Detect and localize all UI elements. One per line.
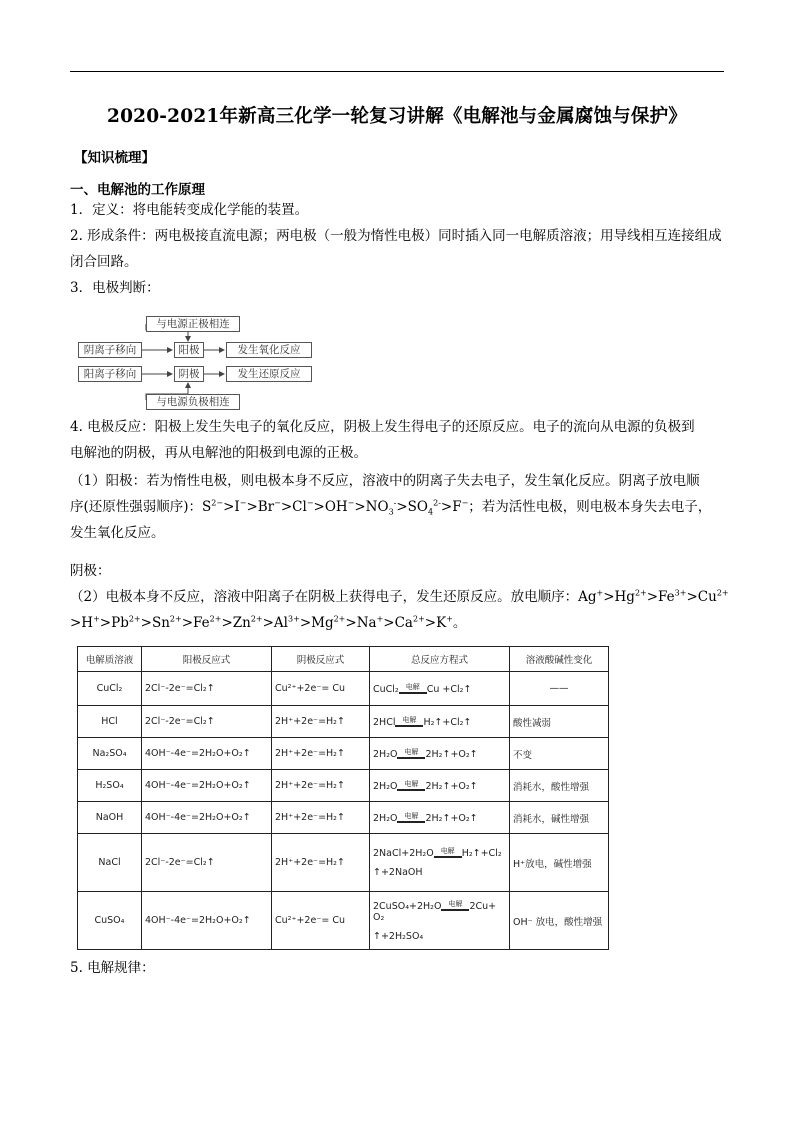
cell-electrolyte: NaOH: [78, 802, 142, 834]
cell-electrolyte: CuSO₄: [78, 892, 142, 950]
cell-anode-reaction: 2Cl⁻-2e⁻=Cl₂↑: [142, 672, 272, 706]
page-title: 2020-2021年新高三化学一轮复习讲解《电解池与金属腐蚀与保护》: [107, 106, 687, 127]
cell-total-reaction: [370, 672, 510, 706]
cell-total-reaction: [370, 892, 510, 950]
total-products: 2Cu+ O₂: [373, 900, 497, 923]
header-rule: [70, 71, 724, 72]
cell-acidity-change: ——: [510, 672, 609, 706]
cell-total-reaction: [370, 706, 510, 738]
cell-electrolyte: Na₂SO₄: [78, 738, 142, 770]
table-row: [78, 672, 609, 706]
total-reactants: 2H₂O: [373, 780, 398, 792]
section-tag: 【知识梳理】: [74, 150, 155, 166]
header-anode: 阳极反应式: [142, 647, 272, 672]
electrolysis-condition: 电解: [399, 683, 427, 691]
cell-acidity-change: 酸性减弱: [510, 706, 609, 738]
header-change: 溶液酸碱性变化: [510, 647, 609, 672]
table-row: [78, 706, 609, 738]
cell-acidity-change: H⁺放电，碱性增强: [510, 834, 609, 892]
total-products: 2H₂↑+O₂↑: [425, 748, 478, 760]
cell-anode-reaction: 2Cl⁻-2e⁻=Cl₂↑: [142, 834, 272, 892]
section-heading: 一、电解池的工作原理: [70, 182, 205, 198]
diagram-negative-pole-box: 与电源负极相连: [146, 394, 240, 410]
cathode-text: （2）电极本身不反应，溶液中阳离子在阴极上获得电子，发生还原反应。放电顺序：: [70, 589, 579, 605]
electrolysis-table: [77, 646, 609, 950]
paragraph-electrolysis-rules: 5. 电解规律：: [70, 960, 155, 976]
total-reactants: 2H₂O: [373, 748, 398, 760]
total-products-continued: ↑+2H₂SO₄: [373, 930, 424, 942]
cell-total-reaction: [370, 802, 510, 834]
header-total: 总反应方程式: [370, 647, 510, 672]
header-cathode: 阴极反应式: [272, 647, 370, 672]
diagram-oxidation-box: 发生氧化反应: [226, 342, 312, 358]
electrolysis-condition: 电解: [441, 900, 469, 908]
cell-total-reaction: [370, 770, 510, 802]
paragraph-anode-3: 发生氧化反应。: [70, 525, 165, 541]
cell-electrolyte: HCl: [78, 706, 142, 738]
cell-cathode-reaction: Cu²⁺+2e⁻= Cu: [272, 892, 370, 950]
electrolysis-condition: 电解: [397, 748, 425, 756]
total-reactants: 2NaCl+2H₂O: [373, 848, 434, 859]
paragraph-cathode-1: [70, 584, 729, 610]
cathode-label: 阴极：: [70, 563, 111, 579]
table-header-row: [78, 647, 609, 672]
cell-total-reaction: [370, 834, 510, 892]
diagram-cation-box: 阳离子移向: [78, 366, 142, 382]
anion-discharge-order: $S^{2-}>I^->Br^->Cl^->OH^->NO_3^->SO_4^{2-}>F^-$: [202, 498, 469, 517]
cell-acidity-change: OH⁻ 放电，酸性增强: [510, 892, 609, 950]
diagram-anode-box: 阳极: [174, 342, 204, 358]
table-row: [78, 834, 609, 892]
cation-discharge-order-part1: $Ag^+>Hg^{2+}>Fe^{3+}>Cu^{2+}$: [578, 588, 729, 605]
total-products: H₂↑+Cl₂↑: [423, 716, 472, 728]
anode-order-suffix: ；若为活性电极，则电极本身失去电子，: [468, 499, 712, 515]
paragraph-conditions: 2. 形成条件：两电极接直流电源；两电极（一般为惰性电极）同时插入同一电解质溶液；用导线相互连接组成闭合回路。: [70, 228, 722, 270]
cell-electrolyte: H₂SO₄: [78, 770, 142, 802]
cell-electrolyte: CuCl₂: [78, 672, 142, 706]
cell-total-reaction: [370, 738, 510, 770]
diagram-positive-pole-box: 与电源正极相连: [146, 316, 240, 332]
cell-cathode-reaction: 2H⁺+2e⁻=H₂↑: [272, 738, 370, 770]
cell-cathode-reaction: 2H⁺+2e⁻=H₂↑: [272, 834, 370, 892]
cation-discharge-order-part2: $>H^+>Pb^{2+}>Sn^{2+}>Fe^{2+}>Zn^{2+}>Al^{3+}>Mg^{2+}>Na^+>Ca^{2+}>K^+$。: [70, 614, 467, 631]
cell-cathode-reaction: 2H⁺+2e⁻=H₂↑: [272, 706, 370, 738]
total-reactants: 2HCl: [373, 716, 396, 728]
total-products: H₂↑+Cl₂: [461, 848, 502, 859]
header-electrolyte: 电解质溶液: [78, 647, 142, 672]
anode-order-prefix: 序(还原性强弱顺序)：: [70, 499, 203, 515]
total-reactants: CuCl₂: [373, 683, 399, 695]
cell-anode-reaction: 4OH⁻-4e⁻=2H₂O+O₂↑: [142, 770, 272, 802]
electrolysis-condition: 电解: [434, 847, 462, 855]
electrolysis-condition: 电解: [397, 812, 425, 820]
cell-anode-reaction: 4OH⁻-4e⁻=2H₂O+O₂↑: [142, 892, 272, 950]
electrolysis-condition: 电解: [397, 780, 425, 788]
paragraph-anode-2: [70, 494, 711, 520]
cell-acidity-change: 消耗水，碱性增强: [510, 802, 609, 834]
paragraph-electrode-reaction-2: 电解池的阴极，再从电解池的阳极到电源的正极。: [70, 445, 367, 461]
total-products: 2H₂↑+O₂↑: [425, 780, 478, 792]
paragraph-electrode-judgement: 3．电极判断：: [70, 280, 160, 296]
paragraph-electrode-reaction-1: 4. 电极反应：阳极上发生失电子的氧化反应，阴极上发生得电子的还原反应。电子的流向从电源的负极到: [70, 419, 695, 435]
diagram-cathode-box: 阴极: [174, 366, 204, 382]
diagram-reduction-box: 发生还原反应: [226, 366, 312, 382]
cell-acidity-change: 不变: [510, 738, 609, 770]
table-row: [78, 802, 609, 834]
total-products-continued: ↑+2NaOH: [373, 867, 423, 878]
paragraph-anode-1: （1）阳极：若为惰性电极，则电极本身不反应，溶液中的阴离子失去电子，发生氧化反应。阴离子放电顺: [70, 473, 700, 489]
total-products: 2H₂↑+O₂↑: [425, 812, 478, 824]
cell-anode-reaction: 2Cl⁻-2e⁻=Cl₂↑: [142, 706, 272, 738]
total-products: Cu +Cl₂↑: [426, 683, 472, 695]
cell-cathode-reaction: Cu²⁺+2e⁻= Cu: [272, 672, 370, 706]
table-row: [78, 738, 609, 770]
table-row: [78, 770, 609, 802]
cell-acidity-change: 消耗水，酸性增强: [510, 770, 609, 802]
diagram-anion-box: 阴离子移向: [78, 342, 142, 358]
cell-cathode-reaction: 2H⁺+2e⁻=H₂↑: [272, 770, 370, 802]
cell-anode-reaction: 4OH⁻-4e⁻=2H₂O+O₂↑: [142, 738, 272, 770]
paragraph-definition: 1．定义：将电能转变成化学能的装置。: [70, 202, 309, 218]
cell-cathode-reaction: 2H⁺+2e⁻=H₂↑: [272, 802, 370, 834]
table-row: [78, 892, 609, 950]
electrode-diagram: [78, 312, 340, 412]
cell-electrolyte: NaCl: [78, 834, 142, 892]
electrolysis-condition: 电解: [395, 716, 423, 724]
total-reactants: 2CuSO₄+2H₂O: [373, 900, 442, 912]
cell-anode-reaction: 4OH⁻-4e⁻=2H₂O+O₂↑: [142, 802, 272, 834]
total-reactants: 2H₂O: [373, 812, 398, 824]
